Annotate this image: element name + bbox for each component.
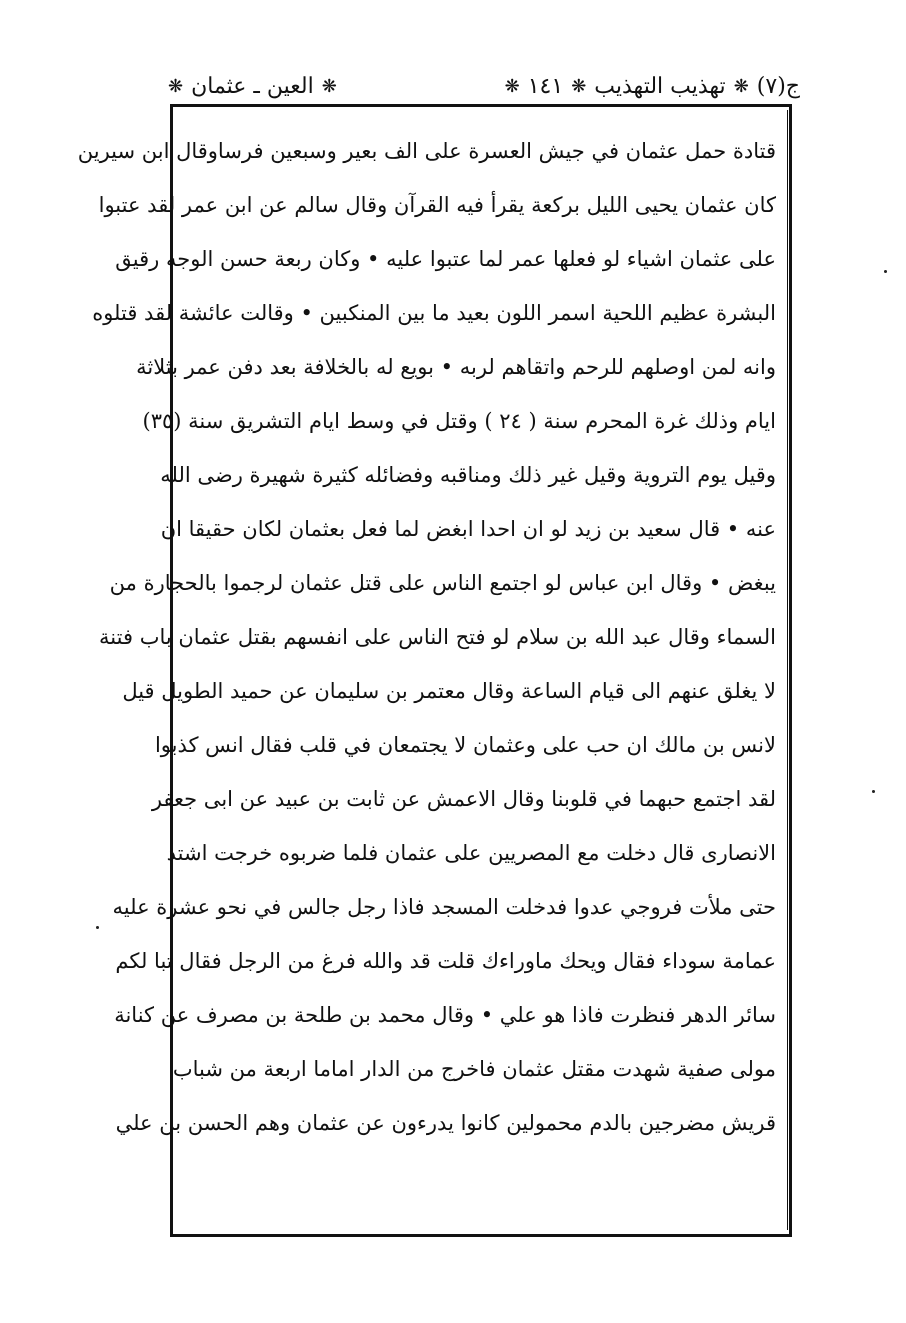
page-number: ١٤١ bbox=[527, 74, 564, 99]
text-line: سائر الدهر فنظرت فاذا هو علي • وقال محمد بن طلحة بن مصرف عن كنانة bbox=[114, 1003, 776, 1027]
ornament-icon: ❋ bbox=[504, 76, 520, 97]
text-line: حتى ملأت فروجي عدوا فدخلت المسجد فاذا رجل جالس في نحو عشرة عليه bbox=[112, 895, 776, 919]
section-title: العين ـ عثمان bbox=[191, 74, 314, 99]
running-header bbox=[168, 66, 800, 108]
text-line: ايام وذلك غرة المحرم سنة ( ٢٤ ) وقتل في وسط ايام التشريق سنة (٣٥) bbox=[142, 409, 776, 433]
text-line: كان عثمان يحيى الليل بركعة يقرأ فيه القرآن وقال سالم عن ابن عمر لقد عتبوا bbox=[98, 193, 776, 217]
text-line: وقيل يوم التروية وقيل غير ذلك ومناقبه وفضائله كثيرة شهيرة رضى الله bbox=[160, 463, 776, 487]
text-line: السماء وقال عبد الله بن سلام لو فتح الناس على انفسهم بقتل عثمان باب فتنة bbox=[99, 625, 776, 649]
text-line: لقد اجتمع حبهما في قلوبنا وقال الاعمش عن ثابت بن عبيد عن ابى جعفر bbox=[151, 787, 776, 811]
text-line: قتادة حمل عثمان في جيش العسرة على الف بعير وسبعين فرساوقال ابن سيرين bbox=[77, 139, 776, 163]
text-line: عنه • قال سعيد بن زيد لو ان احدا ابغض لما فعل بعثمان لكان حقيقا ان bbox=[160, 517, 776, 541]
text-line: قريش مضرجين بالدم محمولين كانوا يدرءون عن عثمان وهم الحسن بن علي bbox=[115, 1111, 776, 1135]
text-line: الانصارى قال دخلت مع المصريين على عثمان فلما ضربوه خرجت اشتد bbox=[166, 841, 776, 865]
text-line: لانس بن مالك ان حب على وعثمان لا يجتمعان في قلب فقال انس كذبوا bbox=[154, 733, 776, 757]
text-line: لا يغلق عنهم الى قيام الساعة وقال معتمر بن سليمان عن حميد الطويل قيل bbox=[122, 679, 776, 703]
text-line: مولى صفية شهدت مقتل عثمان فاخرج من الدار اماما اربعة من شباب bbox=[172, 1057, 776, 1081]
book-title: تهذيب التهذيب bbox=[594, 74, 726, 99]
text-line: عمامة سوداء فقال ويحك ماوراءك قلت قد والله فرغ من الرجل فقال تبا لكم bbox=[115, 949, 776, 973]
ornament-icon: ❋ bbox=[571, 76, 587, 97]
scan-speck bbox=[96, 926, 99, 929]
text-line: وانه لمن اوصلهم للرحم واتقاهم لربه • بويع له بالخلافة بعد دفن عمر بثلاثة bbox=[136, 355, 776, 379]
scan-speck bbox=[884, 270, 887, 273]
ornament-icon: ❋ bbox=[733, 76, 749, 97]
scan-speck bbox=[872, 790, 875, 793]
ornament-icon: ❋ bbox=[321, 76, 337, 97]
text-line: يبغض • وقال ابن عباس لو اجتمع الناس على قتل عثمان لرجموا بالحجارة من bbox=[109, 571, 776, 595]
body-text bbox=[77, 124, 776, 1224]
ornament-icon: ❋ bbox=[168, 76, 184, 97]
text-line: البشرة عظيم اللحية اسمر اللون بعيد ما بين المنكبين • وقالت عائشة لقد قتلوه bbox=[92, 301, 776, 325]
volume-number: ج(٧) bbox=[756, 74, 800, 99]
text-line: على عثمان اشياء لو فعلها عمر لما عتبوا عليه • وكان ربعة حسن الوجه رقيق bbox=[115, 247, 776, 271]
